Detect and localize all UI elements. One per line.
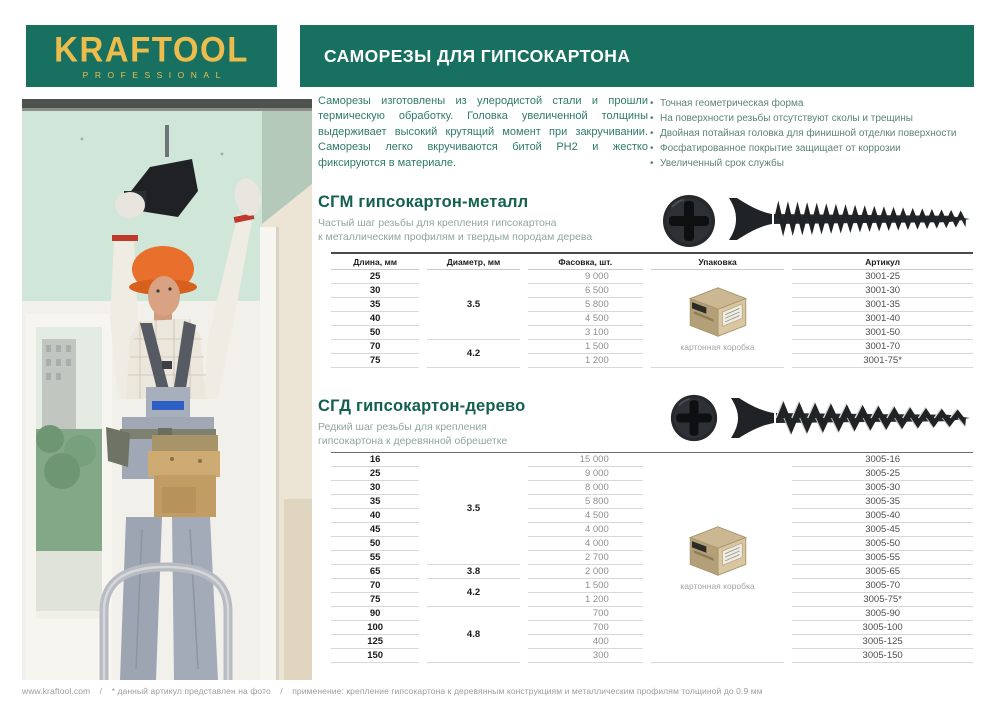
article-cell: 3005-55 — [792, 551, 973, 565]
bullet-icon: • — [650, 158, 654, 169]
length-cell: 100 — [331, 621, 419, 635]
brand-subtitle: PROFESSIONAL — [82, 69, 227, 80]
bullet-icon: • — [650, 113, 654, 124]
footer-note-application: применение: крепление гипсокартона к деревянным конструкциям и металлическим профилям толщиной до 0.9 мм — [292, 686, 763, 696]
length-cell: 55 — [331, 551, 419, 565]
article-cell: 3001-40 — [792, 312, 973, 326]
diameter-cell: 4.2 — [427, 340, 519, 368]
qty-cell: 1 200 — [528, 593, 643, 607]
packaging-cell — [651, 270, 785, 368]
qty-cell: 700 — [528, 621, 643, 635]
price-table-sgm — [331, 252, 973, 368]
qty-cell: 1 500 — [528, 340, 643, 354]
article-cell: 3001-35 — [792, 298, 973, 312]
price-table-sgd — [331, 452, 973, 663]
phillips-head-icon — [670, 394, 718, 447]
qty-cell: 4 000 — [528, 537, 643, 551]
article-cell: 3005-45 — [792, 523, 973, 537]
length-cell: 40 — [331, 312, 419, 326]
length-cell: 90 — [331, 607, 419, 621]
column-header: Фасовка, шт. — [528, 254, 643, 270]
article-cell: 3005-150 — [792, 649, 973, 663]
length-cell: 70 — [331, 340, 419, 354]
diameter-cell: 4.8 — [427, 607, 519, 663]
qty-cell: 4 500 — [528, 509, 643, 523]
length-cell: 150 — [331, 649, 419, 663]
screw-fine-thread-icon — [724, 196, 974, 247]
qty-cell: 6 500 — [528, 284, 643, 298]
packaging-label: картонная коробка — [680, 580, 755, 591]
phillips-head-icon — [662, 194, 716, 253]
length-cell: 50 — [331, 537, 419, 551]
page-title-band — [300, 25, 974, 87]
length-cell: 35 — [331, 495, 419, 509]
features-list — [650, 96, 976, 171]
qty-cell: 8 000 — [528, 481, 643, 495]
feature-item: • Точная геометрическая форма — [650, 98, 804, 109]
page-footer — [22, 686, 974, 696]
cardboard-box-icon — [686, 286, 750, 338]
section-sgm-description: Частый шаг резьбы для крепления гипсокартона к металлическим профилям и твердым породам дерева — [318, 217, 593, 243]
brand-logo — [26, 25, 277, 87]
bullet-icon: • — [650, 98, 654, 109]
article-cell: 3001-25 — [792, 270, 973, 284]
length-cell: 70 — [331, 579, 419, 593]
qty-cell: 1 200 — [528, 354, 643, 368]
length-cell: 40 — [331, 509, 419, 523]
feature-item: • Двойная потайная головка для финишной отделки поверхности — [650, 128, 957, 139]
brand-name: KRAFTOOL — [54, 29, 249, 69]
qty-cell: 2 700 — [528, 551, 643, 565]
column-header: Артикул — [792, 254, 973, 270]
section-sgm-title: СГМ гипсокартон-металл — [318, 193, 529, 211]
length-cell: 35 — [331, 298, 419, 312]
article-cell: 3005-75* — [792, 593, 973, 607]
article-cell: 3005-100 — [792, 621, 973, 635]
worker-photo — [22, 99, 312, 680]
feature-item: • Фосфатированное покрытие защищает от коррозии — [650, 143, 901, 154]
table-row — [331, 270, 973, 284]
column-header: Диаметр, мм — [427, 254, 519, 270]
qty-cell: 300 — [528, 649, 643, 663]
qty-cell: 5 800 — [528, 298, 643, 312]
qty-cell: 4 000 — [528, 523, 643, 537]
footer-separator: / — [280, 686, 283, 696]
section-sgd-description: Редкий шаг резьбы для крепления гипсокартона к деревянной обрешетке — [318, 421, 508, 447]
diameter-cell: 3.8 — [427, 565, 519, 579]
qty-cell: 9 000 — [528, 270, 643, 284]
qty-cell: 4 500 — [528, 312, 643, 326]
footer-note-asterisk: * данный артикул представлен на фото — [111, 686, 271, 696]
article-cell: 3005-65 — [792, 565, 973, 579]
article-cell: 3005-30 — [792, 481, 973, 495]
diameter-cell: 4.2 — [427, 579, 519, 607]
article-cell: 3005-16 — [792, 453, 973, 467]
qty-cell: 400 — [528, 635, 643, 649]
feature-item: • Увеличенный срок службы — [650, 158, 784, 169]
article-cell: 3001-75* — [792, 354, 973, 368]
diameter-cell: 3.5 — [427, 453, 519, 565]
footer-separator: / — [99, 686, 103, 696]
packaging-cell — [651, 453, 785, 663]
table-row — [331, 453, 973, 467]
column-header: Упаковка — [651, 254, 785, 270]
article-cell: 3005-25 — [792, 467, 973, 481]
worker-photo-illustration — [22, 99, 312, 680]
article-cell: 3005-50 — [792, 537, 973, 551]
length-cell: 25 — [331, 270, 419, 284]
qty-cell: 9 000 — [528, 467, 643, 481]
screw-coarse-thread-icon — [726, 396, 974, 445]
page-title: САМОРЕЗЫ ДЛЯ ГИПСОКАРТОНА — [324, 45, 631, 66]
article-cell: 3005-125 — [792, 635, 973, 649]
price-table — [331, 254, 973, 368]
feature-item: • На поверхности резьбы отсутствуют сколы и трещины — [650, 113, 913, 124]
qty-cell: 700 — [528, 607, 643, 621]
length-cell: 75 — [331, 593, 419, 607]
bullet-icon: • — [650, 128, 654, 139]
qty-cell: 15 000 — [528, 453, 643, 467]
length-cell: 16 — [331, 453, 419, 467]
website-url: www.kraftool.com — [22, 686, 91, 696]
article-cell: 3005-35 — [792, 495, 973, 509]
packaging-label: картонная коробка — [680, 341, 755, 352]
length-cell: 125 — [331, 635, 419, 649]
diameter-cell: 3.5 — [427, 270, 519, 340]
qty-cell: 5 800 — [528, 495, 643, 509]
qty-cell: 1 500 — [528, 579, 643, 593]
length-cell: 45 — [331, 523, 419, 537]
qty-cell: 2 000 — [528, 565, 643, 579]
qty-cell: 3 100 — [528, 326, 643, 340]
column-header: Длина, мм — [331, 254, 419, 270]
cardboard-box-icon — [686, 525, 750, 577]
price-table — [331, 453, 973, 663]
length-cell: 65 — [331, 565, 419, 579]
length-cell: 30 — [331, 284, 419, 298]
intro-paragraph: Саморезы изготовлены из улеродистой стали и прошли термическую обработку. Головка увеличенной толщины выдерживает высокий крутящий момент при закручивании. Саморезы легко вкручиваются битой PH2 и жестко фиксируются в материале. — [318, 95, 648, 169]
article-cell: 3005-90 — [792, 607, 973, 621]
article-cell: 3005-70 — [792, 579, 973, 593]
length-cell: 75 — [331, 354, 419, 368]
article-cell: 3001-70 — [792, 340, 973, 354]
article-cell: 3005-40 — [792, 509, 973, 523]
section-sgd-title: СГД гипсокартон-дерево — [318, 397, 526, 415]
article-cell: 3001-30 — [792, 284, 973, 298]
article-cell: 3001-50 — [792, 326, 973, 340]
length-cell: 50 — [331, 326, 419, 340]
length-cell: 30 — [331, 481, 419, 495]
length-cell: 25 — [331, 467, 419, 481]
bullet-icon: • — [650, 143, 654, 154]
